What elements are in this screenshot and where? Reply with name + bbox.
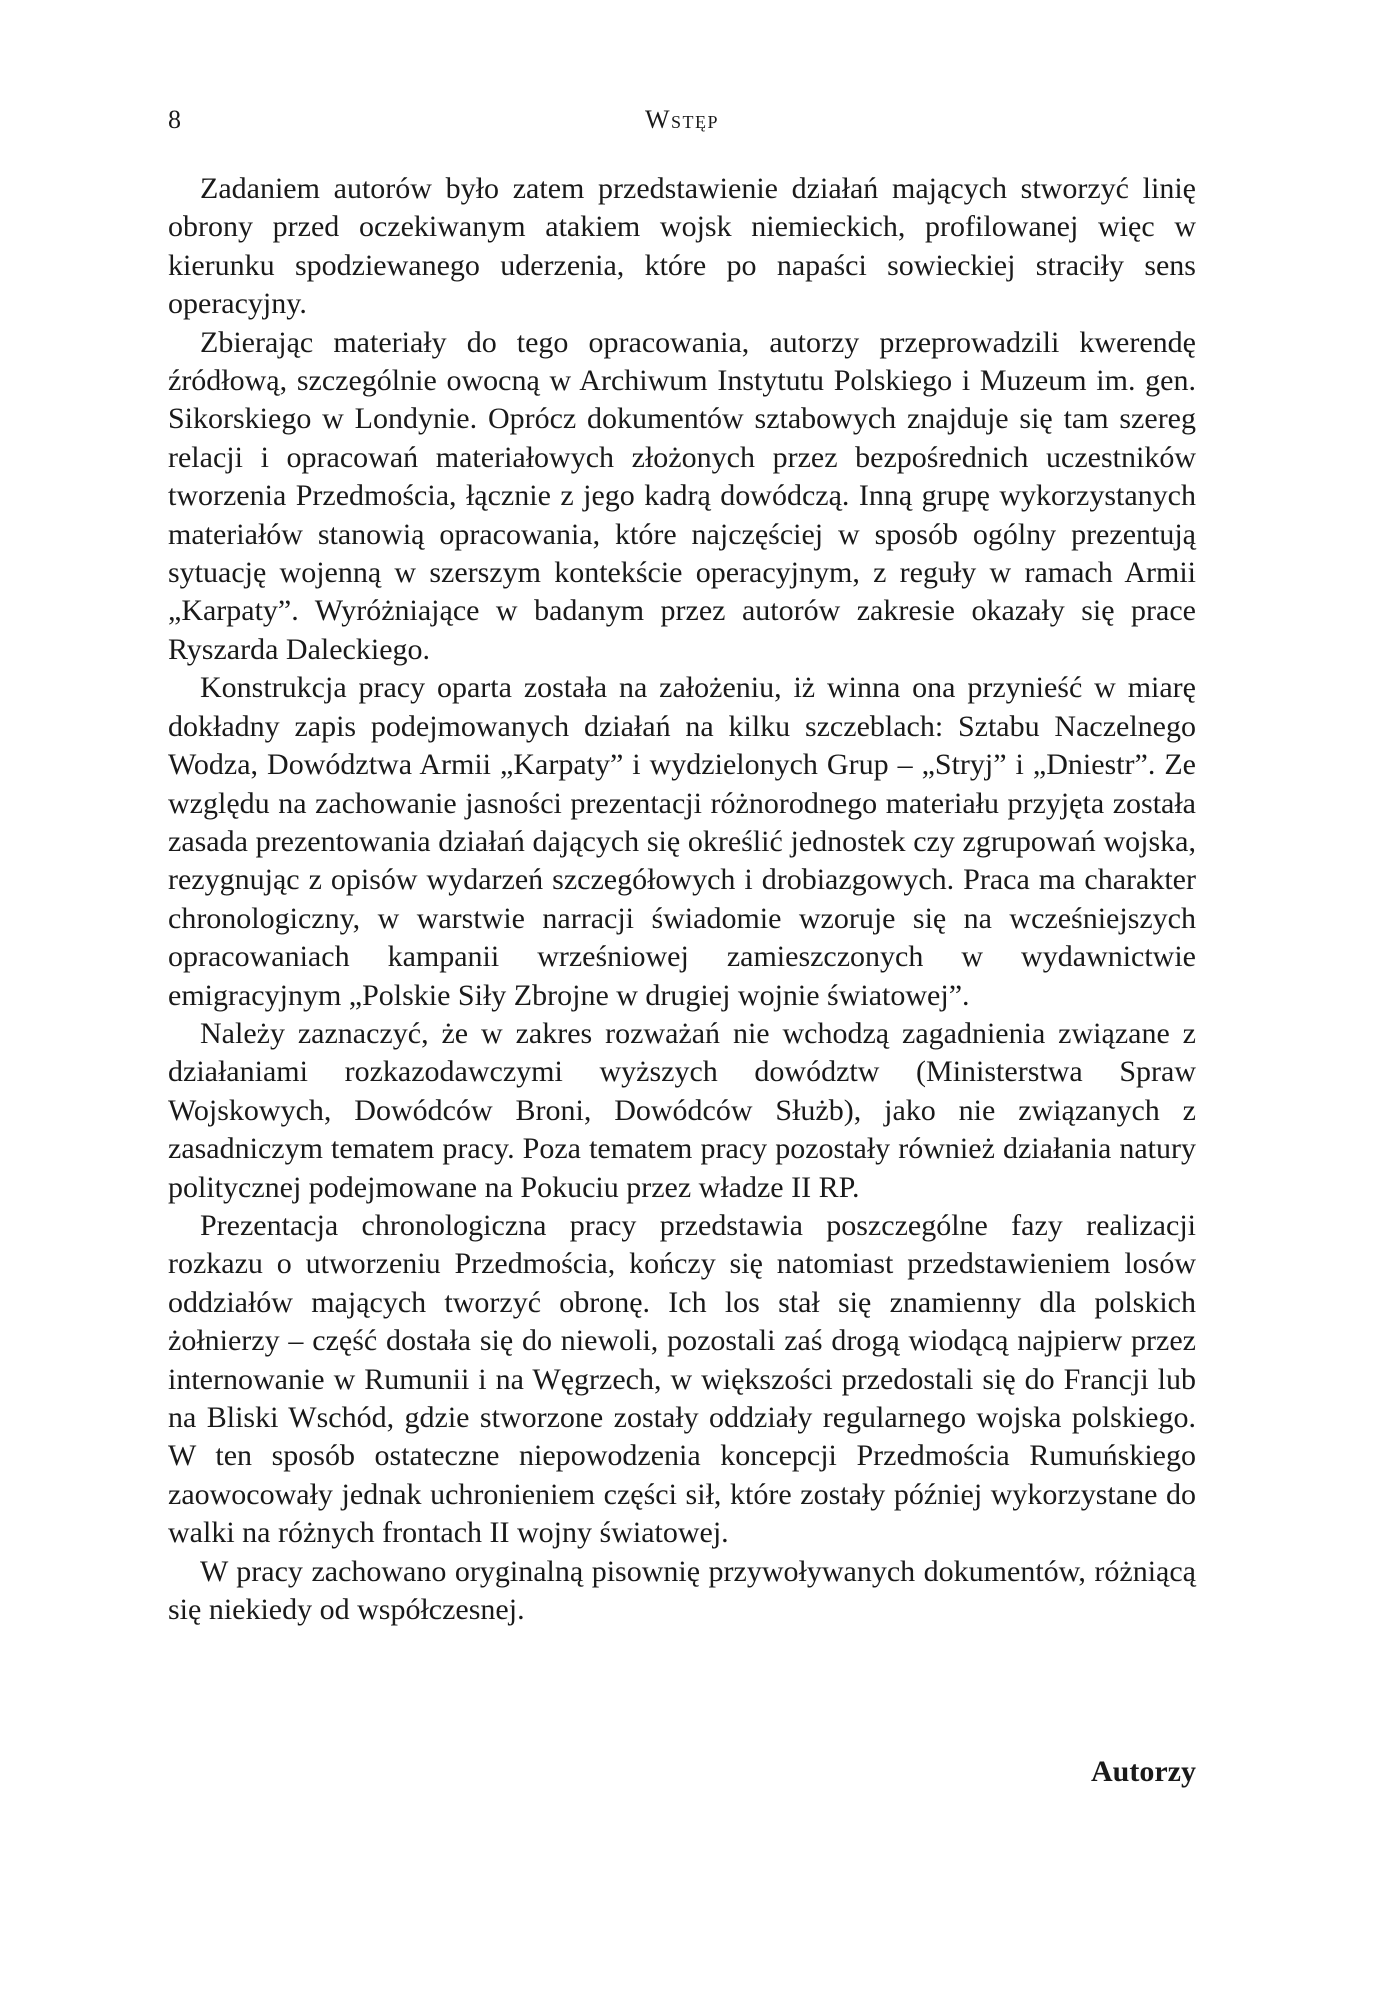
paragraph: Prezentacja chronologiczna pracy przedstawia poszczególne fazy realizacji rozkazu o utworzeniu Przedmościa, kończy się natomiast przedstawieniem losów oddziałów mających tworzyć obronę. Ich los stał się znamienny dla polskich żołnierzy – część dostała się do niewoli, pozostali zaś drogą wiodącą najpierw przez internowanie w Rumunii i na Węgrzech, w większości przedostali się do Francji lub na Bliski Wschód, gdzie stworzone zostały oddziały regularnego wojska polskiego. W ten sposób ostateczne niepowodzenia koncepcji Przedmościa Rumuńskiego zaowocowały jednak uchronieniem części sił, które zostały później wykorzystane do walki na różnych frontach II wojny światowej. [168, 1208, 1196, 1550]
paragraph: Zbierając materiały do tego opracowania, autorzy przeprowadzili kwerendę źródłową, szczególnie owocną w Archiwum Instytutu Polskiego i Muzeum im. gen. Sikorskiego w Londynie. Oprócz dokumentów sztabowych znajduje się tam szereg relacji i opracowań materiałowych złożonych przez bezpośrednich uczestników tworzenia Przedmościa, łącznie z jego kadrą dowódczą. Inną grupę wykorzystanych materiałów stanowią opracowania, które najczęściej w sposób ogólny prezentują sytuację wojenną w szerszym kontekście operacyjnym, z reguły w ramach Armii „Karpaty”. Wyróżniające w badanym przez autorów zakresie okazały się prace Ryszarda Daleckiego. [168, 325, 1196, 666]
paragraph: Należy zaznaczyć, że w zakres rozważań nie wchodzą zagadnienia związane z działaniami rozkazodawczymi wyższych dowództw (Ministerstwa Spraw Wojskowych, Dowódców Broni, Dowódców Służb), jako nie związanych z zasadniczym tematem pracy. Poza tematem pracy pozostały również działania natury politycznej podejmowane na Pokuciu przez władze II RP. [168, 1016, 1196, 1204]
paragraph: W pracy zachowano oryginalną pisownię przywoływanych dokumentów, różniącą się niekiedy od współczesnej. [168, 1554, 1196, 1627]
page-number: 8 [168, 105, 181, 134]
paragraph: Zadaniem autorów było zatem przedstawienie działań mających stworzyć linię obrony przed oczekiwanym atakiem wojsk niemieckich, profilowanej więc w kierunku spodziewanego uderzenia, które po napaści sowieckiej straciły sens operacyjny. [168, 172, 1196, 321]
running-head [168, 100, 1196, 140]
signature: Autorzy [1091, 1755, 1196, 1788]
section-title: Wstęp [644, 105, 720, 134]
paragraph: Konstrukcja pracy oparta została na założeniu, iż winna ona przynieść w miarę dokładny zapis podejmowanych działań na kilku szczeblach: Sztabu Naczelnego Wodza, Dowództwa Armii „Karpaty” i wydzielonych Grup – „Stryj” i „Dniestr”. Ze względu na zachowanie jasności prezentacji różnorodnego materiału przyjęta została zasada prezentowania działań dających się określić jednostek czy zgrupowań wojska, rezygnując z opisów wydarzeń szczegółowych i drobiazgowych. Praca ma charakter chronologiczny, w warstwie narracji świadomie wzoruje się na wcześniejszych opracowaniach kampanii wrześniowej zamieszczonych w wydawnictwie emigracyjnym „Polskie Siły Zbrojne w drugiej wojnie światowej”. [168, 671, 1196, 1012]
body-text [168, 170, 1196, 1629]
